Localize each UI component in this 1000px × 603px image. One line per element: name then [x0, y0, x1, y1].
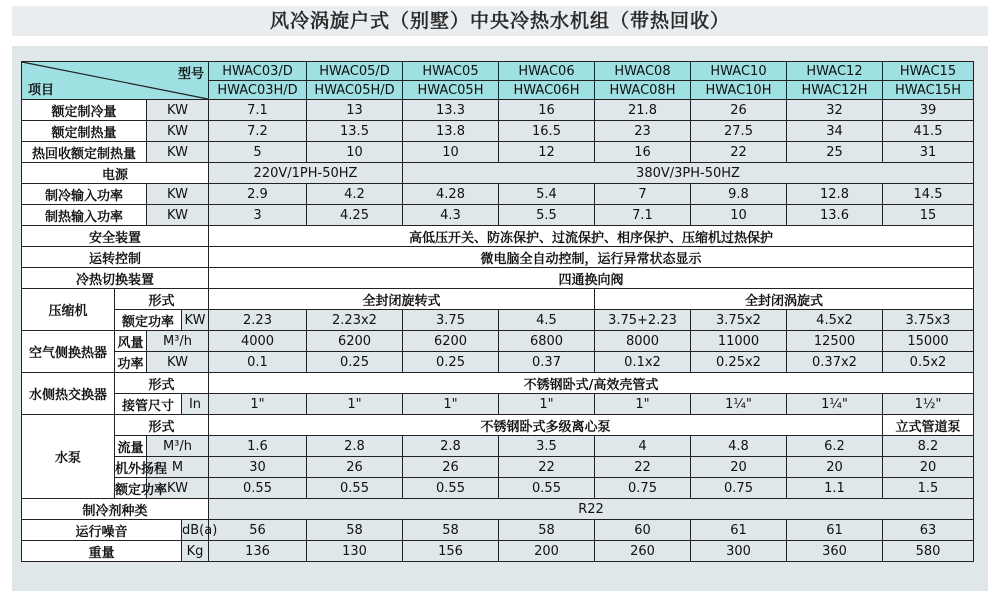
row-unit: Kg [182, 541, 209, 562]
table-cell: 全封闭旋转式 [209, 289, 595, 310]
table-cell: 61 [691, 520, 787, 541]
table-cell: 380V/3PH-50HZ [403, 163, 974, 184]
row-unit: KW [147, 478, 209, 499]
table-cell: 220V/1PH-50HZ [209, 163, 403, 184]
model-name: HWAC05/D [307, 62, 403, 81]
table-cell: 4.5x2 [787, 310, 883, 331]
table-cell: 26 [307, 457, 403, 478]
row-label: 形式 [115, 415, 209, 436]
row-pump-form [22, 415, 974, 436]
table-cell: R22 [209, 499, 974, 520]
table-cell: 0.1x2 [595, 352, 691, 373]
table-cell: 2.23x2 [307, 310, 403, 331]
title-bar [12, 6, 988, 36]
table-cell: 0.55 [499, 478, 595, 499]
table-cell: 156 [403, 541, 499, 562]
table-cell: 14.5 [883, 184, 974, 205]
row-label: 电源 [22, 163, 209, 184]
table-cell: 3.5 [499, 436, 595, 457]
row-water-hx-form [22, 373, 974, 394]
table-cell: 0.37 [499, 352, 595, 373]
row-compressor-power [22, 310, 974, 331]
model-name: HWAC03/D [209, 62, 307, 81]
table-cell: 12.8 [787, 184, 883, 205]
table-cell: 26 [691, 100, 787, 121]
model-name: HWAC10H [691, 81, 787, 100]
header-corner [22, 62, 209, 100]
table-cell: 4.5 [499, 310, 595, 331]
row-control [22, 247, 974, 268]
table-cell: 260 [595, 541, 691, 562]
row-unit: M [147, 457, 209, 478]
row-heating-input [22, 205, 974, 226]
row-noise [22, 520, 974, 541]
table-cell: 15 [883, 205, 974, 226]
table-cell: 56 [209, 520, 307, 541]
row-unit: In [182, 394, 209, 415]
item-label: 项目 [28, 83, 55, 98]
row-label: 形式 [115, 289, 209, 310]
table-cell: 0.37x2 [787, 352, 883, 373]
table-cell: 0.5x2 [883, 352, 974, 373]
table-cell: 1" [209, 394, 307, 415]
row-label: 额定制热量 [22, 121, 147, 142]
table-cell: 32 [787, 100, 883, 121]
table-cell: 3.75 [403, 310, 499, 331]
table-cell: 34 [787, 121, 883, 142]
table-cell: 微电脑全自动控制，运行异常状态显示 [209, 247, 974, 268]
table-cell: 5.4 [499, 184, 595, 205]
table-cell: 60 [595, 520, 691, 541]
model-label: 型号 [177, 67, 204, 82]
table-cell: 11000 [691, 331, 787, 352]
table-cell: 6200 [403, 331, 499, 352]
row-label: 额定功率 [115, 310, 182, 331]
table-cell: 不锈钢卧式/高效壳管式 [209, 373, 974, 394]
table-cell: 15000 [883, 331, 974, 352]
table-cell: 1.5 [883, 478, 974, 499]
group-label: 水泵 [22, 415, 115, 499]
table-cell: 13.8 [403, 121, 499, 142]
table-cell: 0.25 [403, 352, 499, 373]
table-cell: 0.1 [209, 352, 307, 373]
table-cell: 360 [787, 541, 883, 562]
table-cell: 20 [787, 457, 883, 478]
row-switch [22, 268, 974, 289]
model-name: HWAC15 [883, 62, 974, 81]
row-pump-head [22, 457, 974, 478]
model-name: HWAC06 [499, 62, 595, 81]
row-refrigerant [22, 499, 974, 520]
table-cell: 12500 [787, 331, 883, 352]
table-cell: 6200 [307, 331, 403, 352]
table-cell: 0.25 [307, 352, 403, 373]
row-unit: KW [147, 352, 209, 373]
table-cell: 4.3 [403, 205, 499, 226]
table-cell: 13.5 [307, 121, 403, 142]
row-water-hx-pipe [22, 394, 974, 415]
table-cell: 6.2 [787, 436, 883, 457]
table-cell: 5.5 [499, 205, 595, 226]
model-name: HWAC10 [691, 62, 787, 81]
table-cell: 1½" [883, 394, 974, 415]
header-row-models [22, 62, 974, 81]
row-label: 风量 [115, 331, 147, 352]
table-cell: 9.8 [691, 184, 787, 205]
row-unit: KW [147, 100, 209, 121]
row-cooling-capacity [22, 100, 974, 121]
row-safety [22, 226, 974, 247]
table-cell: 20 [883, 457, 974, 478]
row-pump-flow [22, 436, 974, 457]
table-cell: 20 [691, 457, 787, 478]
table-cell: 31 [883, 142, 974, 163]
table-cell: 13.3 [403, 100, 499, 121]
table-cell: 16 [595, 142, 691, 163]
model-name: HWAC12H [787, 81, 883, 100]
table-cell: 2.9 [209, 184, 307, 205]
table-cell: 0.55 [307, 478, 403, 499]
spec-table [21, 61, 974, 562]
table-cell: 23 [595, 121, 691, 142]
table-cell: 2.23 [209, 310, 307, 331]
model-name: HWAC06H [499, 81, 595, 100]
table-cell: 1¼" [787, 394, 883, 415]
table-cell: 41.5 [883, 121, 974, 142]
table-cell: 10 [307, 142, 403, 163]
table-cell: 4 [595, 436, 691, 457]
row-label: 功率 [115, 352, 147, 373]
row-label: 形式 [115, 373, 209, 394]
row-label: 重量 [22, 541, 182, 562]
table-cell: 5 [209, 142, 307, 163]
table-cell: 4.25 [307, 205, 403, 226]
table-cell: 13 [307, 100, 403, 121]
table-cell: 7.1 [209, 100, 307, 121]
table-cell: 4.8 [691, 436, 787, 457]
row-unit: KW [182, 310, 209, 331]
row-label: 安全装置 [22, 226, 209, 247]
table-cell: 39 [883, 100, 974, 121]
table-cell: 22 [499, 457, 595, 478]
group-label: 空气侧换热器 [22, 331, 115, 373]
row-label: 流量 [115, 436, 147, 457]
table-cell: 300 [691, 541, 787, 562]
table-cell: 0.25x2 [691, 352, 787, 373]
table-cell: 22 [595, 457, 691, 478]
table-cell: 13.6 [787, 205, 883, 226]
table-cell: 200 [499, 541, 595, 562]
table-cell: 1" [307, 394, 403, 415]
group-label: 水侧热交换器 [22, 373, 115, 415]
group-label: 压缩机 [22, 289, 115, 331]
row-heat-recovery [22, 142, 974, 163]
table-cell: 58 [403, 520, 499, 541]
table-cell: 0.55 [209, 478, 307, 499]
row-compressor-form [22, 289, 974, 310]
row-unit: M³/h [147, 436, 209, 457]
table-cell: 全封闭涡旋式 [595, 289, 974, 310]
table-cell: 12 [499, 142, 595, 163]
table-cell: 8000 [595, 331, 691, 352]
row-cooling-input [22, 184, 974, 205]
table-cell: 16.5 [499, 121, 595, 142]
table-cell: 4.2 [307, 184, 403, 205]
table-cell: 1" [499, 394, 595, 415]
row-power-supply [22, 163, 974, 184]
table-cell: 30 [209, 457, 307, 478]
table-cell: 3.75x3 [883, 310, 974, 331]
table-cell: 7.2 [209, 121, 307, 142]
table-cell: 7 [595, 184, 691, 205]
table-cell: 580 [883, 541, 974, 562]
page-title: 风冷涡旋户式（别墅）中央冷热水机组（带热回收） [269, 10, 730, 32]
row-label: 运行噪音 [22, 520, 182, 541]
table-cell: 61 [787, 520, 883, 541]
table-cell: 10 [691, 205, 787, 226]
table-cell: 1.1 [787, 478, 883, 499]
row-unit: KW [147, 121, 209, 142]
table-cell: 不锈钢卧式多级离心泵 [209, 415, 883, 436]
row-label: 冷热切换装置 [22, 268, 209, 289]
row-unit: KW [147, 205, 209, 226]
table-cell: 1" [403, 394, 499, 415]
row-unit: dB(a) [182, 520, 209, 541]
model-name: HWAC15H [883, 81, 974, 100]
table-cell: 22 [691, 142, 787, 163]
table-cell: 10 [403, 142, 499, 163]
table-cell: 16 [499, 100, 595, 121]
table-cell: 1¼" [691, 394, 787, 415]
table-cell: 58 [499, 520, 595, 541]
table-cell: 136 [209, 541, 307, 562]
row-label: 制冷剂种类 [22, 499, 209, 520]
table-cell: 2.8 [307, 436, 403, 457]
model-name: HWAC05H/D [307, 81, 403, 100]
row-air-power [22, 352, 974, 373]
model-name: HWAC08H [595, 81, 691, 100]
row-label: 接管尺寸 [115, 394, 182, 415]
row-label: 运转控制 [22, 247, 209, 268]
table-cell: 1" [595, 394, 691, 415]
table-cell: 1.6 [209, 436, 307, 457]
table-cell: 3.75x2 [691, 310, 787, 331]
table-cell: 7.1 [595, 205, 691, 226]
table-cell: 4000 [209, 331, 307, 352]
table-cell: 58 [307, 520, 403, 541]
row-label: 热回收额定制热量 [22, 142, 147, 163]
table-cell: 0.75 [595, 478, 691, 499]
table-cell: 26 [403, 457, 499, 478]
table-cell: 6800 [499, 331, 595, 352]
row-label: 制热输入功率 [22, 205, 147, 226]
table-cell: 27.5 [691, 121, 787, 142]
table-cell: 4.28 [403, 184, 499, 205]
row-label: 机外扬程 [115, 457, 147, 478]
table-cell: 8.2 [883, 436, 974, 457]
row-label: 制冷输入功率 [22, 184, 147, 205]
table-cell: 立式管道泵 [883, 415, 974, 436]
row-heating-capacity [22, 121, 974, 142]
table-cell: 3.75+2.23 [595, 310, 691, 331]
table-cell: 63 [883, 520, 974, 541]
row-label: 额定制冷量 [22, 100, 147, 121]
table-cell: 0.75 [691, 478, 787, 499]
table-cell: 25 [787, 142, 883, 163]
row-unit: KW [147, 142, 209, 163]
table-cell: 2.8 [403, 436, 499, 457]
table-cell: 21.8 [595, 100, 691, 121]
model-name: HWAC03H/D [209, 81, 307, 100]
model-name: HWAC05H [403, 81, 499, 100]
table-cell: 0.55 [403, 478, 499, 499]
row-air-flow [22, 331, 974, 352]
table-cell: 130 [307, 541, 403, 562]
table-cell: 四通换向阀 [209, 268, 974, 289]
row-unit: KW [147, 184, 209, 205]
model-name: HWAC12 [787, 62, 883, 81]
row-label: 额定功率 [115, 478, 147, 499]
row-pump-power [22, 478, 974, 499]
model-name: HWAC05 [403, 62, 499, 81]
row-weight [22, 541, 974, 562]
table-cell: 3 [209, 205, 307, 226]
table-cell: 高低压开关、防冻保护、过流保护、相序保护、压缩机过热保护 [209, 226, 974, 247]
model-name: HWAC08 [595, 62, 691, 81]
row-unit: M³/h [147, 331, 209, 352]
